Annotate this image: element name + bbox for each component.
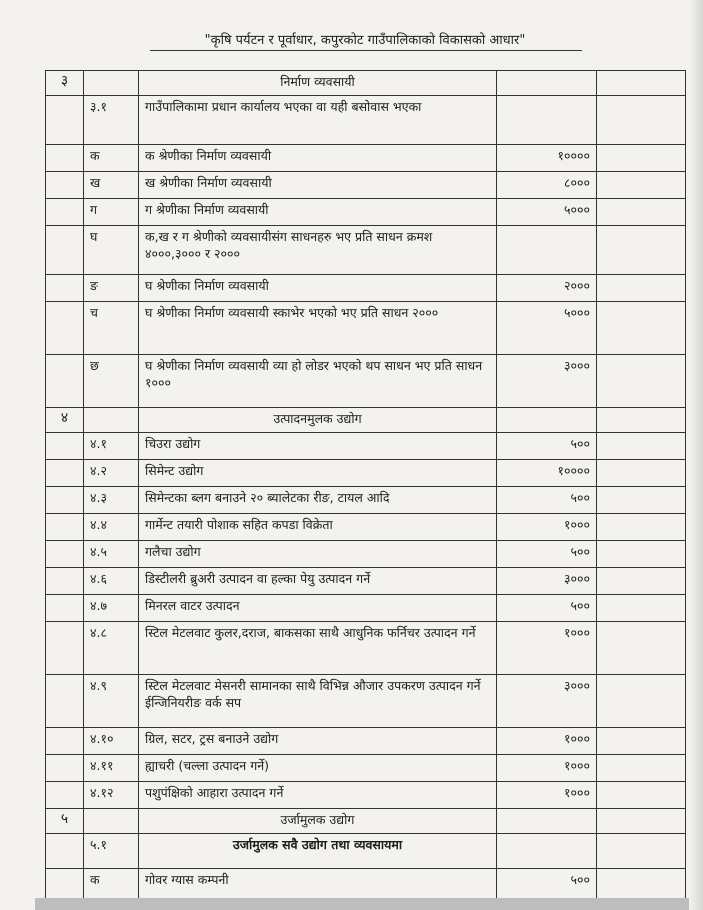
item-code-cell: घ [84, 226, 139, 275]
table-row [46, 782, 686, 809]
item-code-cell: ङ [84, 275, 139, 302]
remarks-cell [597, 755, 686, 782]
remarks-cell [597, 172, 686, 199]
remarks-cell [597, 226, 686, 275]
description-cell: पशुपंक्षिको आहारा उत्पादन गर्ने [139, 782, 497, 809]
section-number-cell [46, 728, 84, 755]
section-number-cell: ४ [46, 408, 84, 433]
description-cell: घ श्रेणीका निर्माण व्यवसायी व्या हो लोडर भएको थप साधन भए प्रति साधन १००० [139, 355, 497, 408]
description-cell: ख श्रेणीका निर्माण व्यवसायी [139, 172, 497, 199]
table-row [46, 834, 686, 869]
section-number-cell: ५ [46, 809, 84, 834]
table-row [46, 514, 686, 541]
description-cell: मिनरल वाटर उत्पादन [139, 595, 497, 622]
amount-cell: ३००० [497, 568, 597, 595]
table-row [46, 568, 686, 595]
remarks-cell [597, 487, 686, 514]
header-rule [150, 50, 582, 51]
table-row [46, 433, 686, 460]
description-cell: ह्याचरी (चल्ला उत्पादन गर्ने) [139, 755, 497, 782]
section-number-cell [46, 514, 84, 541]
remarks-cell [597, 782, 686, 809]
description-cell: गाउँपालिकामा प्रधान कार्यालय भएका वा यही बसोवास भएका [139, 96, 497, 145]
description-cell: घ श्रेणीका निर्माण व्यवसायी स्काभेर भएको भए प्रति साधन २००० [139, 302, 497, 355]
item-code-cell: ४.९ [84, 675, 139, 728]
description-cell: डिस्टीलरी ब्रुअरी उत्पादन वा हल्का पेयु उत्पादन गर्ने [139, 568, 497, 595]
amount-cell: ८००० [497, 172, 597, 199]
amount-cell [497, 834, 597, 869]
remarks-cell [597, 96, 686, 145]
amount-cell: ३००० [497, 355, 597, 408]
remarks-cell [597, 834, 686, 869]
remarks-cell [597, 568, 686, 595]
description-cell: क,ख र ग श्रेणीको व्यवसायीसंग साधनहरु भए प्रति साधन क्रमश ४०००,३००० र २००० [139, 226, 497, 275]
item-code-cell: ३.१ [84, 96, 139, 145]
section-number-cell [46, 568, 84, 595]
description-cell: ग श्रेणीका निर्माण व्यवसायी [139, 199, 497, 226]
item-code-cell: ४.११ [84, 755, 139, 782]
item-code-cell: छ [84, 355, 139, 408]
section-number-cell [46, 782, 84, 809]
description-cell: गोवर ग्यास कम्पनी [139, 869, 497, 904]
table-row [46, 226, 686, 275]
amount-cell: ५०० [497, 433, 597, 460]
table-row [46, 595, 686, 622]
page-edge [689, 0, 703, 910]
table-row [46, 275, 686, 302]
table-row [46, 460, 686, 487]
item-code-cell: क [84, 145, 139, 172]
bottom-strip [35, 898, 703, 910]
amount-cell [497, 408, 597, 433]
description-cell: क श्रेणीका निर्माण व्यवसायी [139, 145, 497, 172]
section-title-cell: निर्माण व्यवसायी [139, 71, 497, 96]
description-cell: गलैचा उद्योग [139, 541, 497, 568]
fee-table-body [46, 71, 686, 904]
item-code-cell: ग [84, 199, 139, 226]
table-row [46, 755, 686, 782]
item-code-cell: ४.१० [84, 728, 139, 755]
section-number-cell [46, 487, 84, 514]
remarks-cell [597, 460, 686, 487]
table-row [46, 172, 686, 199]
remarks-cell [597, 728, 686, 755]
item-code-cell: ४.६ [84, 568, 139, 595]
remarks-cell [597, 408, 686, 433]
section-number-cell [46, 172, 84, 199]
section-row [46, 71, 686, 96]
section-number-cell [46, 834, 84, 869]
section-title-cell: उर्जामुलक उद्योग [139, 809, 497, 834]
remarks-cell [597, 675, 686, 728]
item-code-cell: ४.४ [84, 514, 139, 541]
section-number-cell [46, 96, 84, 145]
section-number-cell [46, 302, 84, 355]
remarks-cell [597, 809, 686, 834]
section-row [46, 809, 686, 834]
section-number-cell [46, 275, 84, 302]
remarks-cell [597, 622, 686, 675]
remarks-cell [597, 595, 686, 622]
item-code-cell: ख [84, 172, 139, 199]
section-number-cell [46, 675, 84, 728]
remarks-cell [597, 541, 686, 568]
item-code-cell [84, 408, 139, 433]
description-cell: चिउरा उद्योग [139, 433, 497, 460]
section-number-cell [46, 595, 84, 622]
description-cell: ग्रिल, सटर, ट्रस बनाउने उद्योग [139, 728, 497, 755]
description-cell: सिमेन्ट उद्योग [139, 460, 497, 487]
amount-cell: ५०० [497, 869, 597, 904]
remarks-cell [597, 514, 686, 541]
description-cell: स्टिल मेटलवाट मेसनरी सामानका साथै विभिन्न औजार उपकरण उत्पादन गर्ने ईन्जिनियरीङ वर्क सप [139, 675, 497, 728]
table-row [46, 355, 686, 408]
section-number-cell [46, 145, 84, 172]
amount-cell: ५००० [497, 199, 597, 226]
item-code-cell: क [84, 869, 139, 904]
amount-cell: १००० [497, 622, 597, 675]
description-cell: गार्मेन्ट तयारी पोशाक सहित कपडा विक्रेता [139, 514, 497, 541]
amount-cell: १००० [497, 755, 597, 782]
item-code-cell: ४.२ [84, 460, 139, 487]
section-row [46, 408, 686, 433]
remarks-cell [597, 302, 686, 355]
amount-cell [497, 809, 597, 834]
table-row [46, 487, 686, 514]
item-code-cell: ४.१ [84, 433, 139, 460]
amount-cell: १०००० [497, 460, 597, 487]
amount-cell: १००० [497, 728, 597, 755]
section-number-cell [46, 460, 84, 487]
item-code-cell: च [84, 302, 139, 355]
item-code-cell [84, 71, 139, 96]
amount-cell: २००० [497, 275, 597, 302]
table-row [46, 728, 686, 755]
amount-cell: ५०० [497, 595, 597, 622]
item-code-cell: ४.३ [84, 487, 139, 514]
table-row [46, 199, 686, 226]
amount-cell: ५०० [497, 487, 597, 514]
description-cell: सिमेन्टका ब्लग बनाउने २० ब्यालेटका रीङ, टायल आदि [139, 487, 497, 514]
page-header-title: "कृषि पर्यटन र पूर्वाधार, कपुरकोट गाउँपालिकाको विकासको आधार" [204, 33, 526, 48]
table-row [46, 675, 686, 728]
item-code-cell: ४.१२ [84, 782, 139, 809]
item-code-cell: ४.५ [84, 541, 139, 568]
item-code-cell: ४.७ [84, 595, 139, 622]
description-cell: स्टिल मेटलवाट कुलर,दराज, बाकसका साथै आधुनिक फर्निचर उत्पादन गर्ने [139, 622, 497, 675]
section-number-cell [46, 755, 84, 782]
table-row [46, 96, 686, 145]
section-number-cell [46, 622, 84, 675]
table-row [46, 622, 686, 675]
table-row [46, 302, 686, 355]
item-code-cell [84, 809, 139, 834]
amount-cell [497, 226, 597, 275]
amount-cell [497, 71, 597, 96]
remarks-cell [597, 433, 686, 460]
remarks-cell [597, 71, 686, 96]
section-title-cell: उत्पादनमुलक उद्योग [139, 408, 497, 433]
section-number-cell [46, 226, 84, 275]
section-number-cell [46, 433, 84, 460]
table-row [46, 145, 686, 172]
amount-cell: ५००० [497, 302, 597, 355]
section-number-cell: ३ [46, 71, 84, 96]
item-code-cell: ५.१ [84, 834, 139, 869]
amount-cell: १००० [497, 782, 597, 809]
remarks-cell [597, 199, 686, 226]
section-number-cell [46, 355, 84, 408]
item-code-cell: ४.८ [84, 622, 139, 675]
remarks-cell [597, 275, 686, 302]
table-row [46, 541, 686, 568]
section-number-cell [46, 199, 84, 226]
amount-cell: १०००० [497, 145, 597, 172]
fee-table [45, 70, 686, 904]
amount-cell: ३००० [497, 675, 597, 728]
amount-cell: १००० [497, 514, 597, 541]
amount-cell [497, 96, 597, 145]
amount-cell: ५०० [497, 541, 597, 568]
remarks-cell [597, 355, 686, 408]
remarks-cell [597, 145, 686, 172]
description-cell: घ श्रेणीका निर्माण व्यवसायी [139, 275, 497, 302]
description-cell: उर्जामुलक सवै उद्योग तथा व्यवसायमा [139, 834, 497, 869]
section-number-cell [46, 541, 84, 568]
